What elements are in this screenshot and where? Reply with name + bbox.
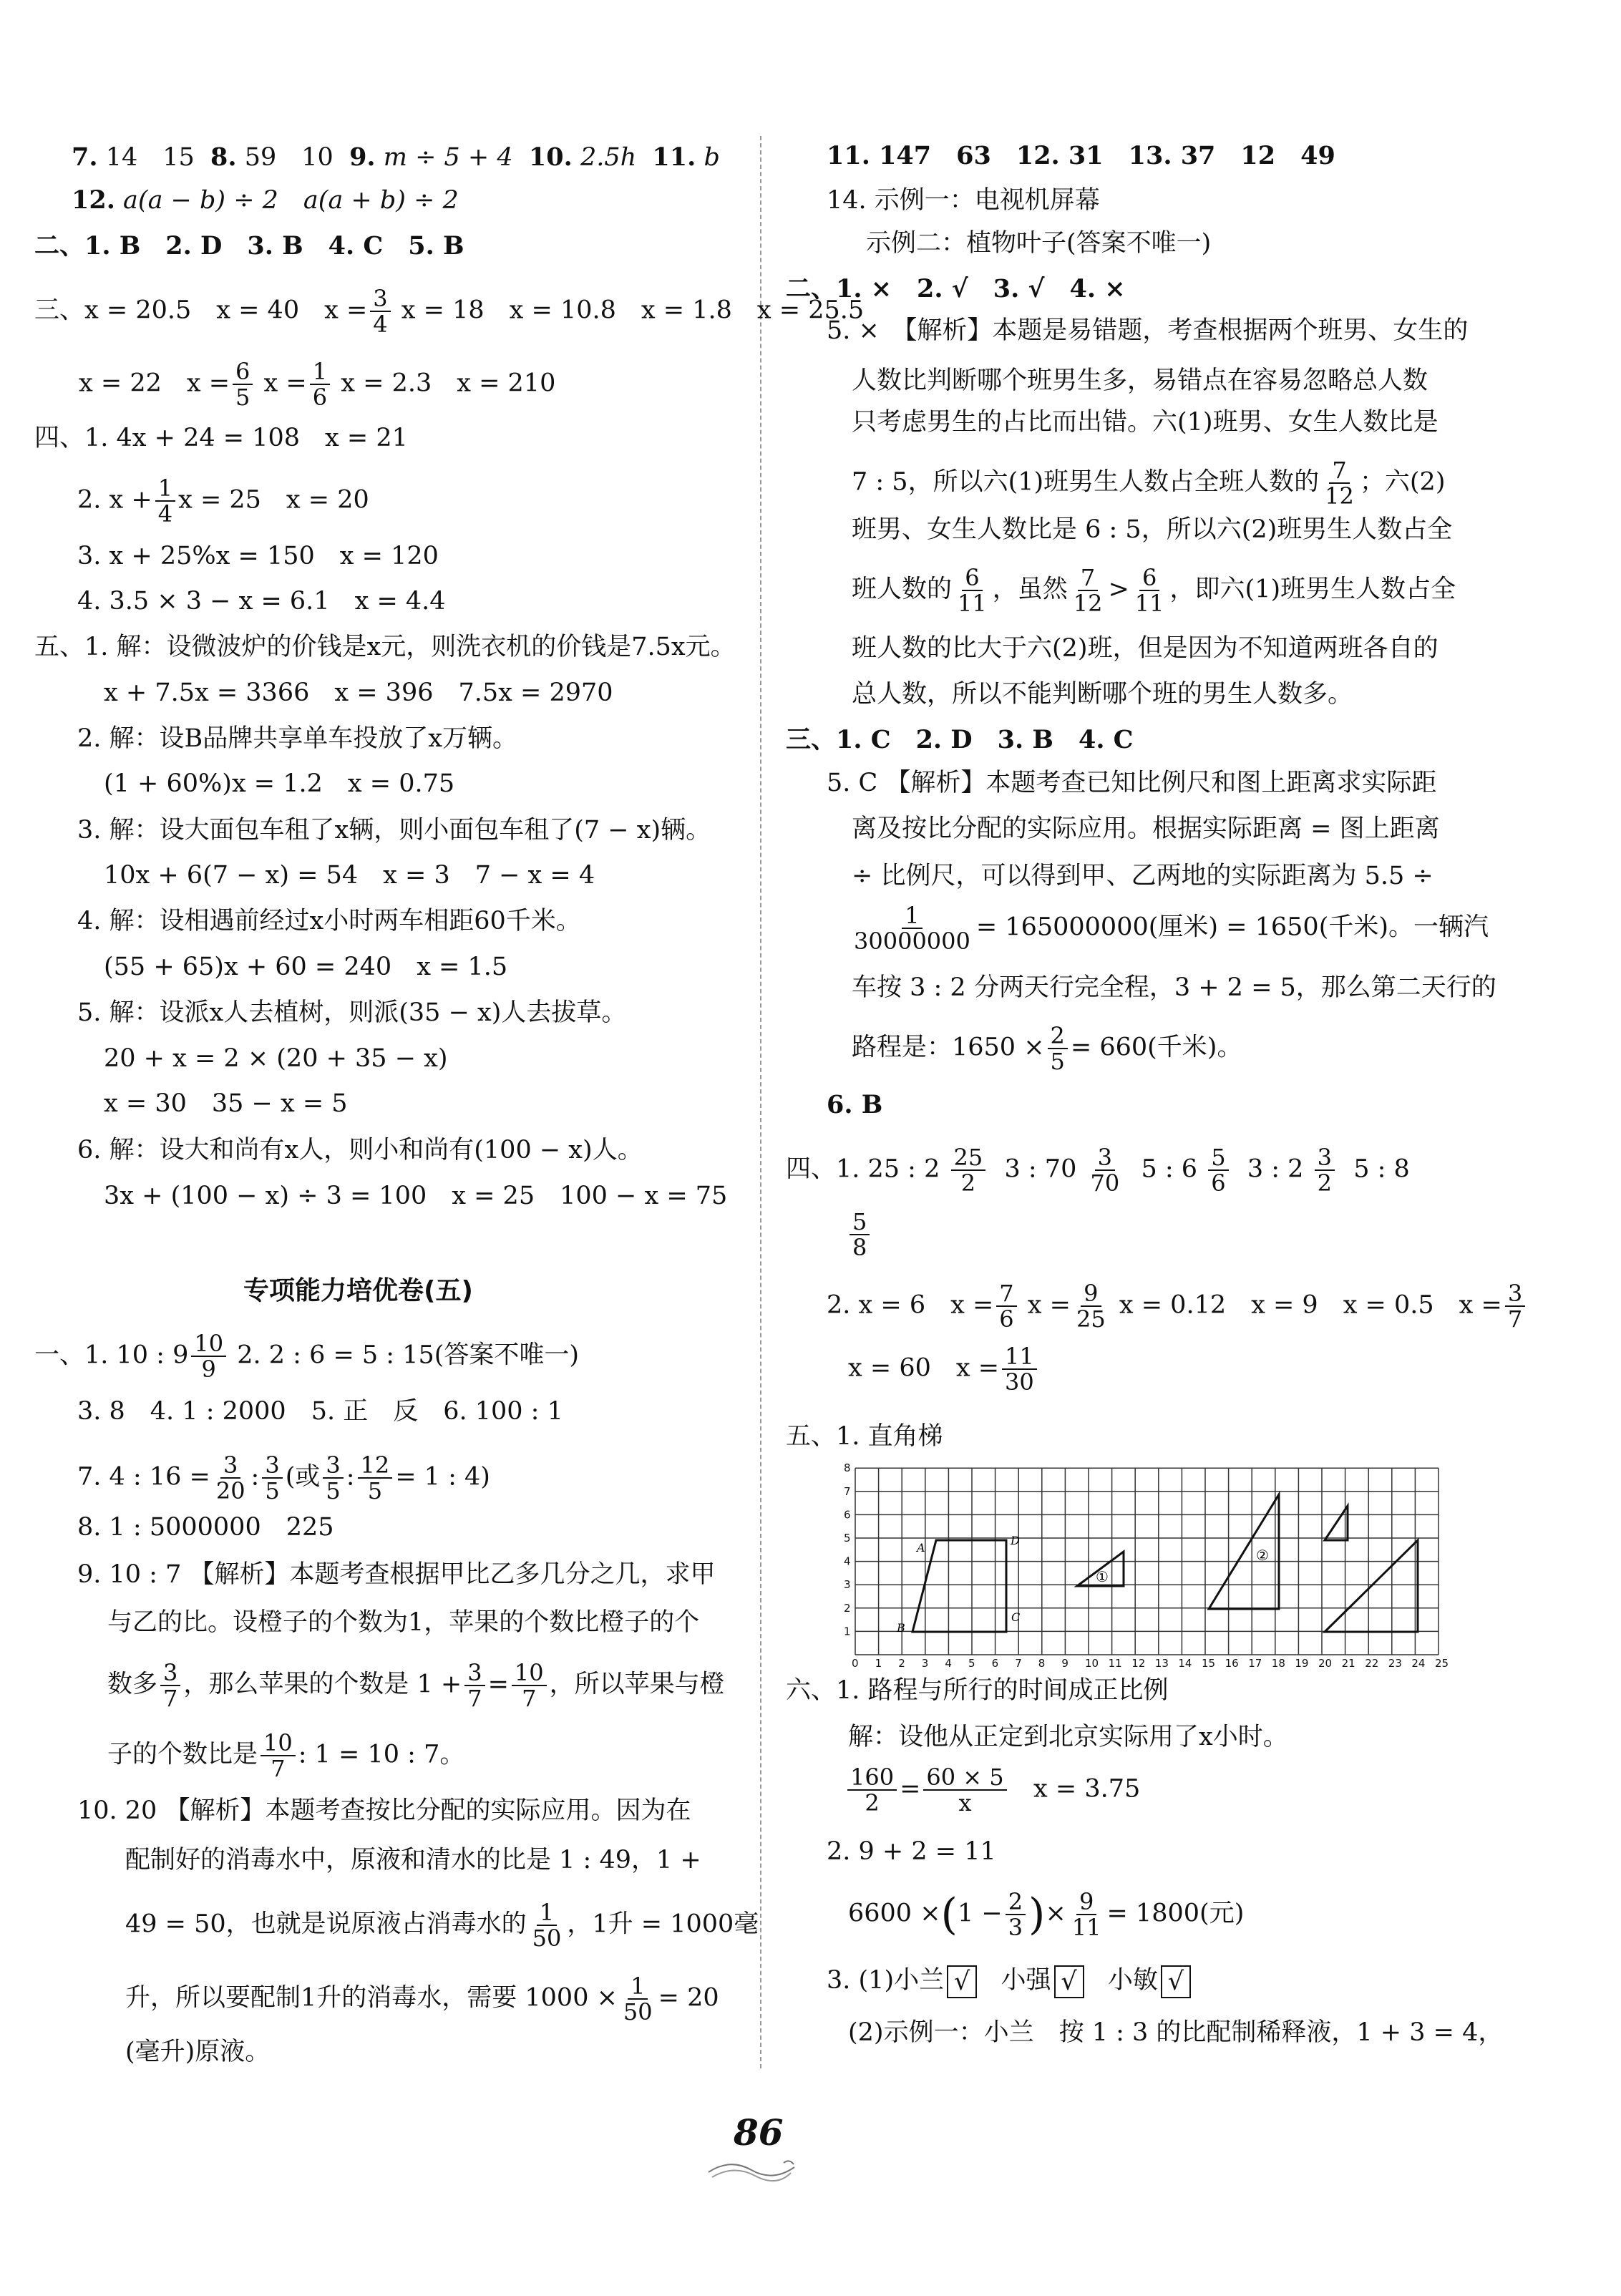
answer-line: 3. 解：设大面包车租了x辆，则小面包车租了(7 − x)辆。 — [77, 816, 711, 845]
answer-line: 四、1. 25 : 2 $\frac{25}{2}$ 3 : 70 $\frac{3}{70}$ 5 : 6 $\frac{5}{6}$ 3 : 2 $\frac{3}{2}$ 5 : 8 — [786, 1144, 1410, 1197]
check-box: √ — [947, 1965, 977, 1998]
answer-line: 20 + x = 2 × (20 + 35 − x) — [104, 1044, 448, 1073]
grid-x-label: 25 — [1435, 1657, 1449, 1668]
answer-line: x = 22 x = $\frac{6}{5}$ x = $\frac{1}{6}$ x = 2.3 x = 210 — [79, 358, 556, 411]
grid-x-label: 16 — [1225, 1657, 1239, 1668]
answer-line: 7. 4 : 16 = $\frac{3}{20}$ : $\frac{3}{5}$ (或 $\frac{3}{5}$ : $\frac{12}{5}$ = 1 : 4) — [77, 1451, 490, 1504]
answer-line: 6. 解：设大和尚有x人，则小和尚有(100 − x)人。 — [77, 1136, 643, 1164]
answer-line: 班人数的比大于六(2)班，但是因为不知道两班各自的 — [852, 634, 1439, 663]
answer-line: (毫升)原液。 — [125, 2038, 271, 2066]
answer-line: (2)示例一：小兰 按 1 : 3 的比配制稀释液，1 + 3 = 4， — [848, 2018, 1504, 2047]
svg-text:D: D — [1011, 1534, 1020, 1547]
page-number: 86 — [734, 2111, 784, 2154]
grid-x-label: 3 — [921, 1657, 929, 1668]
grid-x-label: 11 — [1108, 1657, 1122, 1668]
answer-line: 二、1. × 2. √ 3. √ 4. × — [786, 274, 1126, 303]
svg-text:②: ② — [1256, 1547, 1269, 1564]
answer-line: 4. 解：设相遇前经过x小时两车相距60千米。 — [77, 907, 581, 935]
answer-line: $\frac{160}{2}$ = $\frac{60 \times 5}{x}$ x = 3.75 — [844, 1765, 1140, 1815]
answer-line: 6. B — [827, 1090, 883, 1119]
answer-line: 示例二：植物叶子(答案不唯一) — [866, 229, 1212, 258]
answer-line: 班人数的 $\frac{6}{11}$ ，虽然 $\frac{7}{12}$ > $\frac{6}{11}$ ，即六(1)班男生人数占全 — [852, 564, 1456, 617]
grid-x-label: 21 — [1341, 1657, 1355, 1668]
grid-x-label: 22 — [1365, 1657, 1379, 1668]
check-box: √ — [1054, 1965, 1084, 1998]
answer-line: 六、1. 路程与所行的时间成正比例 — [786, 1676, 1169, 1705]
answer-line: 路程是：1650 × $\frac{2}{5}$ = 660(千米)。 — [852, 1022, 1242, 1075]
answer-line: 解：设他从正定到北京实际用了x小时。 — [848, 1723, 1288, 1751]
answer-line: 10. 20 【解析】本题考查按比分配的实际应用。因为在 — [77, 1796, 691, 1825]
small-triangle — [1325, 1506, 1348, 1540]
answer-line: $\frac{5}{8}$ — [847, 1210, 872, 1260]
answer-line: 二、1. B 2. D 3. B 4. C 5. B — [34, 231, 464, 261]
grid-y-label: 4 — [844, 1555, 851, 1568]
answer-line: 49 = 50，也就是说原液占消毒水的 $\frac{1}{50}$ ，1升 = 1000毫 — [125, 1899, 759, 1952]
grid-x-label: 0 — [852, 1657, 859, 1668]
answer-line: 五、1. 直角梯 — [786, 1422, 943, 1451]
parallelogram — [1325, 1540, 1418, 1632]
grid-x-label: 4 — [945, 1657, 952, 1668]
answer-line: ÷ 比例尺，可以得到甲、乙两地的实际距离为 5.5 ÷ — [852, 862, 1433, 890]
answer-line: 配制好的消毒水中，原液和清水的比是 1 : 49，1 + — [125, 1846, 701, 1874]
answer-line: 4. 3.5 × 3 − x = 6.1 x = 4.4 — [77, 587, 446, 616]
grid-y-label: 1 — [844, 1625, 851, 1638]
answer-line: (55 + 65)x + 60 = 240 x = 1.5 — [104, 953, 508, 981]
answer-line: 数多 $\frac{3}{7}$ ，那么苹果的个数是 1 + $\frac{3}{7}$ = $\frac{10}{7}$ ，所以苹果与橙 — [107, 1659, 725, 1712]
trapezoid-abcd — [912, 1540, 1006, 1632]
grid-y-label: 2 — [844, 1601, 851, 1615]
answer-line: 升，所以要配制1升的消毒水，需要 1000 × $\frac{1}{50}$ = 20 — [125, 1972, 719, 2025]
grid-x-label: 2 — [898, 1657, 905, 1668]
grid-y-label: 6 — [844, 1508, 851, 1522]
answer-line: 2. x = 6 x = $\frac{7}{6}$ x = $\frac{9}{25}$ x = 0.12 x = 9 x = 0.5 x = $\frac{3}{7}$ — [827, 1281, 1528, 1331]
answer-line: 与乙的比。设橙子的个数为1，苹果的个数比橙子的个 — [107, 1608, 700, 1637]
grid-x-label: 17 — [1248, 1657, 1262, 1668]
wave-ornament-icon — [705, 2154, 798, 2183]
answer-line: 5. × 【解析】本题是易错题，考查根据两个班男、女生的 — [827, 316, 1469, 345]
grid-x-label: 20 — [1318, 1657, 1333, 1668]
answer-line: 11. 147 63 12. 31 13. 37 12 49 — [827, 141, 1335, 170]
grid-x-label: 24 — [1411, 1657, 1426, 1668]
answer-line: x = 30 35 − x = 5 — [104, 1089, 348, 1118]
grid-x-label: 18 — [1271, 1657, 1285, 1668]
column-divider — [760, 136, 761, 2068]
answer-line: 8. 1 : 5000000 225 — [77, 1513, 334, 1542]
grid-x-label: 1 — [875, 1657, 882, 1668]
answer-line: 三、x = 20.5 x = 40 x = $\frac{3}{4}$ x = 18 x = 10.8 x = 1.8 x = 25.5 — [34, 285, 865, 338]
answer-line: 班男、女生人数比是 6 : 5，所以六(2)班男生人数占全 — [852, 515, 1453, 544]
section-title: 专项能力培优卷(五) — [243, 1276, 473, 1305]
svg-text:B: B — [897, 1621, 905, 1635]
answer-line: 5. C 【解析】本题考查已知比例尺和图上距离求实际距 — [827, 769, 1437, 797]
answer-line: 离及按比分配的实际应用。根据实际距离 = 图上距离 — [852, 814, 1440, 843]
answer-line: 三、1. C 2. D 3. B 4. C — [786, 725, 1134, 754]
answer-line: 一、1. 10 : 9 $\frac{10}{9}$ 2. 2 : 6 = 5 : 15(答案不唯一) — [34, 1330, 580, 1383]
grid-y-label: 7 — [844, 1484, 851, 1498]
grid-x-label: 19 — [1295, 1657, 1309, 1668]
answer-line: 子的个数比是 $\frac{10}{7}$ : 1 = 10 : 7。 — [107, 1729, 465, 1782]
answer-line: 3x + (100 − x) ÷ 3 = 100 x = 25 100 − x = 75 — [104, 1182, 728, 1210]
answer-line: 四、1. 4x + 24 = 108 x = 21 — [34, 424, 408, 452]
grid-x-label: 12 — [1131, 1657, 1146, 1668]
grid-x-label: 8 — [1038, 1657, 1046, 1668]
grid-x-label: 7 — [1015, 1657, 1022, 1668]
grid-x-label: 6 — [991, 1657, 999, 1668]
answer-line: 只考虑男生的占比而出错。六(1)班男、女生人数比是 — [852, 408, 1439, 437]
answer-line: 7 : 5，所以六(1)班男生人数占全班人数的 $\frac{7}{12}$ ；六(2) — [852, 457, 1446, 510]
grid-x-label: 13 — [1154, 1657, 1169, 1668]
answer-line: 10x + 6(7 − x) = 54 x = 3 7 − x = 4 — [104, 861, 595, 890]
answer-line: 5. 解：设派x人去植树，则派(35 − x)人去拔草。 — [77, 998, 627, 1027]
answer-line: 3. 8 4. 1 : 2000 5. 正 反 6. 100 : 1 — [77, 1397, 563, 1426]
svg-text:A: A — [917, 1541, 925, 1555]
answer-line: 7. 14 15 8. 59 10 9. m ÷ 5 + 4 10. 2.5h 11. b — [72, 142, 720, 172]
answer-line: 14. 示例一：电视机屏幕 — [827, 186, 1100, 215]
answer-line: 9. 10 : 7 【解析】本题考查根据甲比乙多几分之几，求甲 — [77, 1560, 716, 1589]
answer-line: 2. 解：设B品牌共享单车投放了x万辆。 — [77, 724, 517, 753]
answer-line: $\frac{1}{30000000}$ = 165000000(厘米) = 1650(千米)。一辆汽 — [854, 902, 1489, 955]
svg-text:①: ① — [1096, 1568, 1109, 1585]
grid-x-label: 10 — [1085, 1657, 1099, 1668]
answer-line: x = 60 x = $\frac{11}{30}$ — [848, 1344, 1040, 1394]
svg-text:C: C — [1011, 1610, 1021, 1624]
grid-x-label: 23 — [1388, 1657, 1402, 1668]
grid-y-label: 3 — [844, 1578, 851, 1592]
fraction: $\frac{3}{4}$ — [370, 286, 390, 336]
answer-line: 五、1. 解：设微波炉的价钱是x元，则洗衣机的价钱是7.5x元。 — [34, 633, 736, 661]
answer-line: x + 7.5x = 3366 x = 396 7.5x = 2970 — [104, 678, 613, 707]
grid-x-label: 15 — [1202, 1657, 1216, 1668]
grid-x-label: 5 — [968, 1657, 975, 1668]
grid-x-label: 9 — [1061, 1657, 1069, 1668]
grid-y-label: 5 — [844, 1532, 851, 1545]
answer-line: 2. x + $\frac{1}{4}$ x = 25 x = 20 — [77, 475, 369, 527]
answer-line: 2. 9 + 2 = 11 — [827, 1837, 996, 1866]
answer-line: 3. (1)小兰 √ 小强 √ 小敏 √ — [827, 1965, 1191, 1998]
grid-y-label: 8 — [844, 1461, 851, 1475]
answer-line: 6600 ×(1 − $\frac{2}{3}$ )× $\frac{9}{11}$ = 1800(元) — [848, 1888, 1245, 1941]
grid-x-label: 14 — [1178, 1657, 1192, 1668]
answer-line: 12. a(a − b) ÷ 2 a(a + b) ÷ 2 — [72, 185, 459, 215]
coordinate-grid-figure — [834, 1460, 1456, 1668]
check-box: √ — [1161, 1965, 1191, 1998]
answer-line: 总人数，所以不能判断哪个班的男生人数多。 — [852, 680, 1353, 709]
answer-line: 3. x + 25%x = 150 x = 120 — [77, 542, 439, 570]
answer-line: (1 + 60%)x = 1.2 x = 0.75 — [104, 769, 455, 798]
answer-line: 人数比判断哪个班男生多，易错点在容易忽略总人数 — [852, 366, 1428, 395]
answer-line: 车按 3 : 2 分两天行完全程，3 + 2 = 5，那么第二天行的 — [852, 973, 1496, 1002]
